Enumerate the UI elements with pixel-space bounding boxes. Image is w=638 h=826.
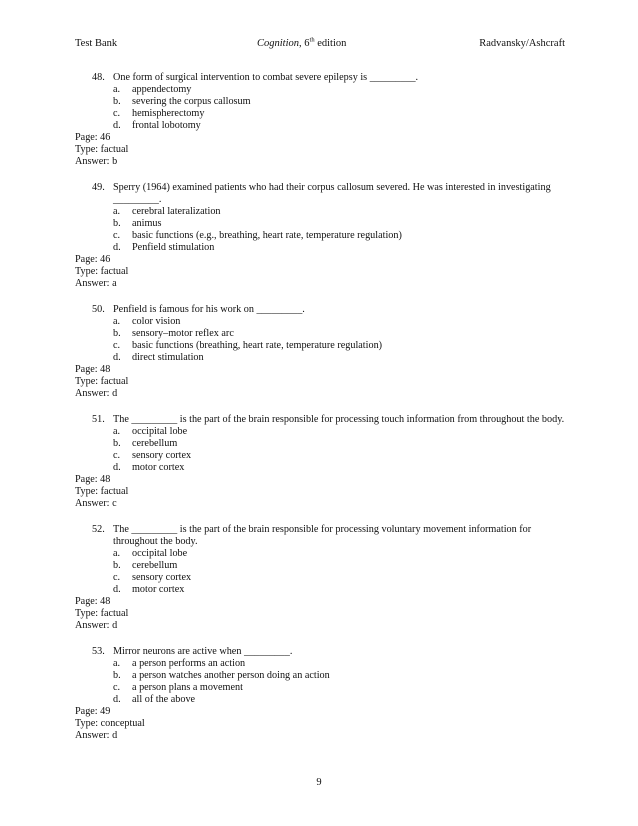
option-d <box>75 120 565 132</box>
option-d <box>75 462 565 474</box>
option-d <box>75 242 565 254</box>
option-letter: c. <box>113 572 121 583</box>
option-text: sensory cortex <box>132 450 192 461</box>
question-list <box>75 72 565 756</box>
header-test-bank: Test Bank <box>75 38 118 49</box>
option-list <box>75 316 565 364</box>
option-text: frontal lobotomy <box>132 120 201 131</box>
question-number: 50. <box>92 304 105 315</box>
question-52 <box>75 524 565 632</box>
option-text: animus <box>132 218 162 229</box>
option-c <box>75 572 565 584</box>
header-edition-post: edition <box>314 38 347 49</box>
option-letter: b. <box>113 96 121 107</box>
option-text: a person plans a movement <box>132 682 243 693</box>
option-text: occipital lobe <box>132 548 188 559</box>
option-text: motor cortex <box>132 584 185 595</box>
option-letter: d. <box>113 462 121 473</box>
option-letter: b. <box>113 218 121 229</box>
option-text: hemispherectomy <box>132 108 205 119</box>
question-text: Penfield is famous for his work on _________. <box>113 304 305 315</box>
option-letter: a. <box>113 84 121 95</box>
question-page: Page: 49 <box>75 706 111 717</box>
option-d <box>75 694 565 706</box>
question-number: 52. <box>92 524 105 535</box>
option-c <box>75 108 565 120</box>
question-answer: Answer: d <box>75 620 118 631</box>
option-text: motor cortex <box>132 462 185 473</box>
option-text: direct stimulation <box>132 352 204 363</box>
header-edition-pre: , 6 <box>299 38 310 49</box>
option-b <box>75 670 565 682</box>
option-letter: d. <box>113 242 121 253</box>
header-authors: Radvansky/Ashcraft <box>479 38 565 49</box>
option-text: severing the corpus callosum <box>132 96 251 107</box>
option-letter: a. <box>113 206 121 217</box>
question-answer: Answer: d <box>75 388 118 399</box>
option-c <box>75 340 565 352</box>
option-b <box>75 438 565 450</box>
option-letter: a. <box>113 548 121 559</box>
option-list <box>75 426 565 474</box>
option-a <box>75 316 565 328</box>
question-type: Type: factual <box>75 266 129 277</box>
question-text: One form of surgical intervention to combat severe epilepsy is _________. <box>113 72 419 83</box>
option-letter: b. <box>113 328 121 339</box>
option-letter: b. <box>113 438 121 449</box>
option-letter: c. <box>113 108 121 119</box>
option-c <box>75 682 565 694</box>
option-text: sensory–motor reflex arc <box>132 328 234 339</box>
option-b <box>75 96 565 108</box>
option-letter: b. <box>113 560 121 571</box>
question-type: Type: factual <box>75 144 129 155</box>
option-a <box>75 84 565 96</box>
option-b <box>75 328 565 340</box>
question-stem <box>75 524 565 548</box>
option-letter: c. <box>113 682 121 693</box>
question-answer: Answer: a <box>75 278 117 289</box>
option-text: color vision <box>132 316 181 327</box>
question-49 <box>75 182 565 290</box>
option-text: cerebellum <box>132 438 178 449</box>
option-d <box>75 352 565 364</box>
option-text: cerebellum <box>132 560 178 571</box>
header-book-title <box>257 38 346 50</box>
option-letter: b. <box>113 670 121 681</box>
option-text: appendectomy <box>132 84 192 95</box>
question-page: Page: 46 <box>75 254 111 265</box>
option-letter: a. <box>113 426 121 437</box>
question-text: Sperry (1964) examined patients who had their corpus callosum severed. He was interested in investigating _________. <box>113 182 551 205</box>
option-a <box>75 548 565 560</box>
question-stem <box>75 72 565 84</box>
option-letter: c. <box>113 340 121 351</box>
question-type: Type: factual <box>75 376 129 387</box>
question-50 <box>75 304 565 400</box>
question-number: 51. <box>92 414 105 425</box>
option-letter: a. <box>113 316 121 327</box>
option-text: basic functions (e.g., breathing, heart rate, temperature regulation) <box>132 230 402 241</box>
question-stem <box>75 646 565 658</box>
option-letter: d. <box>113 120 121 131</box>
question-stem <box>75 182 565 206</box>
option-list <box>75 548 565 596</box>
question-51 <box>75 414 565 510</box>
option-letter: c. <box>113 450 121 461</box>
option-d <box>75 584 565 596</box>
option-letter: d. <box>113 584 121 595</box>
option-c <box>75 450 565 462</box>
option-c <box>75 230 565 242</box>
option-a <box>75 658 565 670</box>
question-stem <box>75 414 565 426</box>
option-text: all of the above <box>132 694 196 705</box>
question-answer: Answer: d <box>75 730 118 741</box>
question-stem <box>75 304 565 316</box>
question-number: 49. <box>92 182 105 193</box>
option-letter: d. <box>113 694 121 705</box>
option-letter: d. <box>113 352 121 363</box>
page-number: 9 <box>316 777 322 788</box>
question-page: Page: 46 <box>75 132 111 143</box>
question-text: The _________ is the part of the brain responsible for processing voluntary movement information for throughout the body. <box>113 524 532 547</box>
header-title-italic: Cognition <box>257 38 300 49</box>
question-text: Mirror neurons are active when _________. <box>113 646 293 657</box>
header-edition-sup: th <box>309 36 315 44</box>
option-text: a person performs an action <box>132 658 246 669</box>
question-answer: Answer: b <box>75 156 118 167</box>
option-text: occipital lobe <box>132 426 188 437</box>
option-text: basic functions (breathing, heart rate, temperature regulation) <box>132 340 383 351</box>
question-type: Type: conceptual <box>75 718 145 729</box>
option-list <box>75 658 565 706</box>
option-text: Penfield stimulation <box>132 242 215 253</box>
option-text: cerebral lateralization <box>132 206 221 217</box>
question-page: Page: 48 <box>75 596 111 607</box>
option-a <box>75 426 565 438</box>
option-list <box>75 84 565 132</box>
question-answer: Answer: c <box>75 498 117 509</box>
option-text: a person watches another person doing an action <box>132 670 330 681</box>
option-list <box>75 206 565 254</box>
question-48 <box>75 72 565 168</box>
question-53 <box>75 646 565 742</box>
question-number: 53. <box>92 646 105 657</box>
question-page: Page: 48 <box>75 364 111 375</box>
option-letter: c. <box>113 230 121 241</box>
option-letter: a. <box>113 658 121 669</box>
question-page: Page: 48 <box>75 474 111 485</box>
option-text: sensory cortex <box>132 572 192 583</box>
option-b <box>75 218 565 230</box>
option-a <box>75 206 565 218</box>
question-type: Type: factual <box>75 486 129 497</box>
question-type: Type: factual <box>75 608 129 619</box>
question-text: The _________ is the part of the brain responsible for processing touch information from throughout the body. <box>113 414 565 425</box>
page-header <box>75 38 565 52</box>
option-b <box>75 560 565 572</box>
question-number: 48. <box>92 72 105 83</box>
